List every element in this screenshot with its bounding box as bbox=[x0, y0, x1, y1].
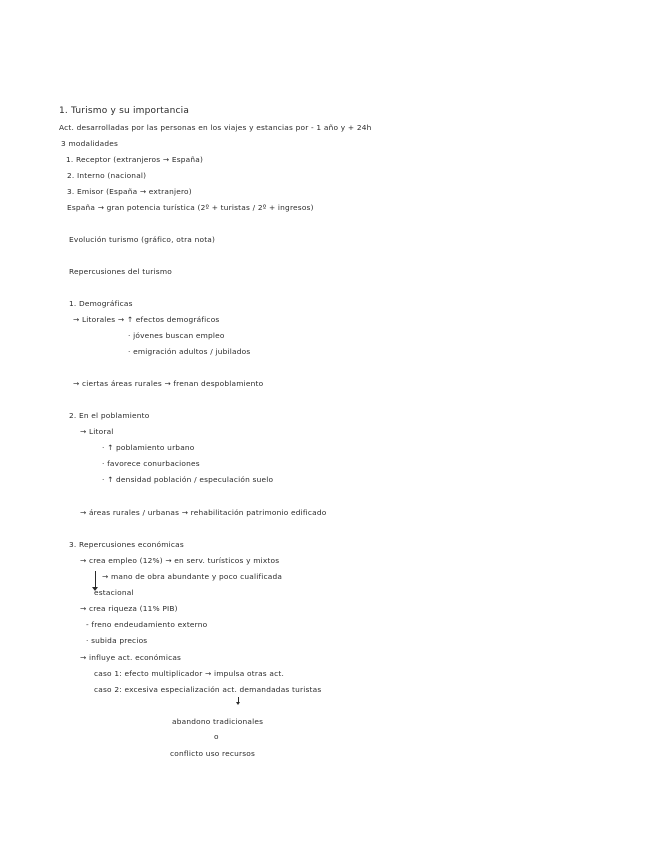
demo-rurales: → ciertas áreas rurales → frenan despoblamiento bbox=[73, 379, 264, 388]
repercusiones-line: Repercusiones del turismo bbox=[69, 267, 172, 276]
modalidad-emisor: 3. Emisor (España → extranjero) bbox=[67, 187, 192, 196]
eco-influye: → influye act. económicas bbox=[80, 653, 182, 662]
down-arrow-icon bbox=[95, 571, 96, 588]
eco-subida: · subida precios bbox=[86, 636, 148, 645]
pobl-urbano: · ↑ poblamiento urbano bbox=[102, 443, 195, 452]
section-title: 1. Turismo y su importancia bbox=[59, 106, 190, 116]
demo-emigracion: · emigración adultos / jubilados bbox=[128, 347, 251, 356]
pobl-densidad: · ↑ densidad población / especulación suelo bbox=[102, 475, 274, 484]
eco-empleo: → crea empleo (12%) → en serv. turísticos y mixtos bbox=[80, 556, 280, 565]
evolucion-line: Evolución turismo (gráfico, otra nota) bbox=[69, 235, 216, 244]
poblamiento-heading: 2. En el poblamiento bbox=[69, 411, 150, 420]
pobl-rurales: → áreas rurales / urbanas → rehabilitación patrimonio edificado bbox=[80, 508, 327, 517]
eco-mano-obra: → mano de obra abundante y poco cualificada bbox=[102, 572, 283, 581]
modalidad-interno: 2. Interno (nacional) bbox=[67, 171, 147, 180]
modalidades-heading: 3 modalidades bbox=[61, 139, 119, 148]
economicas-heading: 3. Repercusiones económicas bbox=[69, 540, 184, 549]
pobl-litoral: → Litoral bbox=[80, 427, 114, 436]
demograficas-heading: 1. Demográficas bbox=[69, 299, 133, 308]
down-arrow-icon bbox=[238, 697, 239, 703]
eco-riqueza: → crea riqueza (11% PIB) bbox=[80, 604, 178, 613]
espana-line: España → gran potencia turística (2º + turistas / 2º + ingresos) bbox=[67, 203, 314, 212]
pobl-conurbaciones: · favorece conurbaciones bbox=[102, 459, 200, 468]
demo-jovenes: · jóvenes buscan empleo bbox=[128, 331, 225, 340]
eco-caso2: caso 2: excesiva especialización act. demandadas turistas bbox=[94, 685, 322, 694]
demo-litoral: → Litorales → ↑ efectos demográficos bbox=[73, 315, 220, 324]
modalidad-receptor: 1. Receptor (extranjeros → España) bbox=[66, 155, 204, 164]
definition-line: Act. desarrolladas por las personas en los viajes y estancias por - 1 año y + 24h bbox=[59, 123, 372, 132]
eco-conflicto: conflicto uso recursos bbox=[170, 749, 256, 758]
eco-estacional: estacional bbox=[94, 588, 134, 597]
eco-o: o bbox=[214, 732, 219, 741]
eco-caso1: caso 1: efecto multiplicador → impulsa otras act. bbox=[94, 669, 285, 678]
eco-freno: - freno endeudamiento externo bbox=[86, 620, 208, 629]
eco-abandono: abandono tradicionales bbox=[172, 717, 264, 726]
